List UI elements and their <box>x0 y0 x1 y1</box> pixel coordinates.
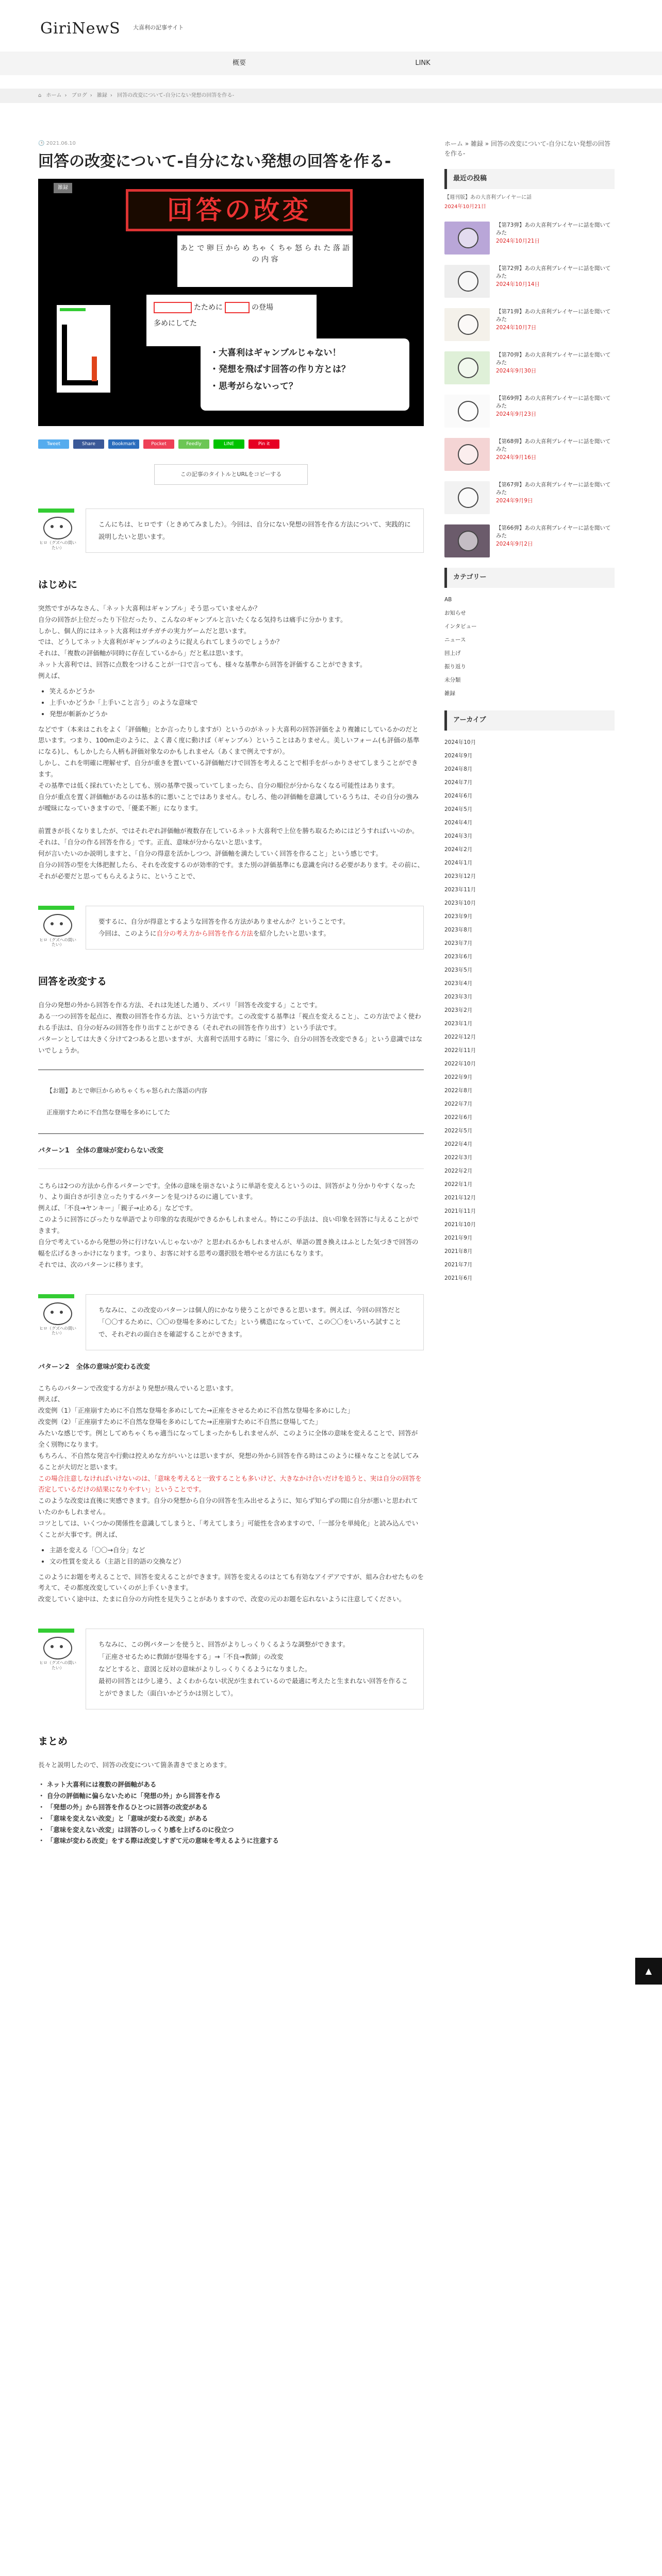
bubble-text: こんにちは、ヒロです（ときめてみました）。今回は、自分にない発想の回答を作る方法について、実践的に説明したいと思います。 <box>86 509 424 553</box>
body-text-1: などです（本来はこれをよく「評価軸」とか言ったりしますが）というのがネット大喜利の回答評価をより複雑にしているかのだと思います。つまり、100m走のように、よく書く度に動けば（ギャンブル）ということはありません。美しいフォーム(も評価の基準になる)し、もしかしたら人柄も評価対象なのかもしれません（あくまで例えですが）。 しかし、これを明確に理解せず、自分が重きを置いている評価軸だけで回答を考えることで相手をがっかりさせてしまうことができます。 その基準では低く採れていたとしても、別の基準で扱っていてしまったら、自分の順位が分からなくなる可能性はあります。 自分が重点を置く評価軸があるのは基本的に悪いことではありません。むしろ、他の評価軸を意識しているうちは、その自分の強みが曖昧になっていきますので、「優柔不断」になります。 前置きが長くなりましたが、ではそれぞれ評価軸が複数存在しているネット大喜利で上位を勝ち取るためにはどうすればいいのか。 それは、「自分の作る回答を作る」です。正直、意味が分からないと思います。 何が言いたいのか説明しますと、「自分の得意を活かしつつ、評価軸を満たしていく回答を作ること」という感じです。 自分の回答の型を大体把握したら、それを改変するのが効率的です。また別の評価基準にも意識を向ける必要があります。その前に、それが必要だと思ってもらえるように、ということで、 <box>38 725 424 880</box>
archives-list <box>444 736 615 1285</box>
recent-post-item[interactable] <box>444 351 615 384</box>
post-thumbnail[interactable] <box>444 481 490 514</box>
post-date: 2024年9月16日 <box>496 454 537 461</box>
post-title[interactable]: 【第66弾】あの大喜利プレイヤーに話を聞いてみた <box>496 525 611 539</box>
recent-post-item[interactable] <box>444 524 615 557</box>
category-badge[interactable]: 雑録 <box>54 183 72 193</box>
speech-bubble <box>38 509 424 553</box>
post-thumbnail[interactable] <box>444 524 490 557</box>
summary-list: ・ ネット大喜利には複数の評価軸がある ・ 自分の評価軸に偏らないために「発想の外」から回答を作る ・ 「発想の外」から回答を作るひとつに回答の改変がある ・ 「意味を変えない改変」と「意味が変わる改変」がある ・ 「意味を変えない改変」は回答のしっくり感を上げるのに役立つ ・ 「意味が変わる改変」をする際は改変しすぎて元の意味を考えるように注意する <box>38 1779 424 1846</box>
post-title[interactable]: 【第67弾】あの大喜利プレイヤーに話を聞いてみた <box>496 482 611 496</box>
archive-link[interactable]: 2024年6月 <box>444 792 473 799</box>
avatar: ヒロ（グズへの間いたい） <box>38 1294 78 1350</box>
recent-post-item[interactable] <box>444 222 615 255</box>
post-thumbnail[interactable] <box>444 308 490 341</box>
archive-link[interactable]: 2024年1月 <box>444 859 473 866</box>
share-button-line[interactable]: LINE <box>213 439 244 449</box>
post-thumbnail[interactable] <box>444 222 490 255</box>
category-link[interactable]: 振り返り <box>444 663 466 670</box>
bubble-text: 要するに、自分が得意とするような回答を作る方法がありませんか？ということです。 今回は、このように自分の考え方から回答を作る方法を紹介したいと思います。 <box>86 906 424 950</box>
category-link[interactable]: AB <box>444 596 452 603</box>
arrow-up-icon: ▲ <box>645 1966 652 1976</box>
copy-title-url-button[interactable]: この記事のタイトルとURLをコピーする <box>154 464 308 485</box>
recent-posts-heading: 最近の投稿 <box>444 169 615 189</box>
archives-heading: アーカイブ <box>444 710 615 731</box>
sidebar-breadcrumb[interactable]: ホーム » 雑録 » 回答の改変について-自分にない発想の回答を作る- <box>444 140 611 158</box>
archive-link[interactable]: 2022年3月 <box>444 1154 473 1161</box>
share-button-pin-it[interactable]: Pin it <box>249 439 279 449</box>
archive-link[interactable]: 2024年3月 <box>444 833 473 839</box>
pattern2-text: こちらのパターンで改変する方がより発想が飛んでいると思います。 例えば、 改変例（1）「正座崩すために不自然な登場を多めにしてた→正座をさせるために不自然な登場を多めにした」 改変例（2）「正座崩すために不自然な登場を多めにしてた→正座崩すために不自然に登場してた」 みたいな感じです。例としてめちゃくちゃ適当になってしまったかもしれませんが、このように全体の意味を変えることで、回答が全く別物になります。 もちろん、不自然な発言や行動は控えめな方がいいとは思いますが、発想の外から回答を作る時はこのように様々なことを試してみることが大切だと思います。 この場合注意しなければいけないのは、「意味を考えると一致することも多いけど、大きなかけ合いだけを追うと、実は自分の回答を否定しているだけの結果になりやすい」ということです。 このような改変は直後に実感できます。自分の発想から自分の回答を生み出せるように、知らず知らずの間に自分が悪いと思われていたのかもしれません。 コツとしては、いくつかの関係性を意識してしまうと、「考えてしまう」可能性を含めますので、「一部分を単純化」と読み込んでいくことが大事です。例えば、 <box>38 1384 422 1538</box>
archive-link[interactable]: 2022年4月 <box>444 1141 473 1147</box>
heading-pattern-2: パターン2 全体の意味が変わる改変 <box>38 1363 150 1371</box>
eyecatch-list: ・大喜利はギャンブルじゃない！ ・発想を飛ばす回答の作り方とは？ ・思考がらないって？ <box>201 338 409 411</box>
post-date: 2024年9月2日 <box>496 540 533 547</box>
avatar: ヒロ（グズへの間いたい） <box>38 1629 78 1709</box>
share-button-bookmark[interactable]: Bookmark <box>108 439 139 449</box>
avatar: ヒロ（グズへの間いたい） <box>38 509 78 553</box>
share-buttons <box>38 439 424 449</box>
archive-link[interactable]: 2021年7月 <box>444 1261 473 1268</box>
archive-link[interactable]: 2022年12月 <box>444 1033 476 1040</box>
post-title[interactable]: 【第68弾】あの大喜利プレイヤーに話を聞いてみた <box>496 438 611 453</box>
archive-link[interactable]: 2022年5月 <box>444 1127 473 1134</box>
eyecatch-fill: たために の登場 多めにしてた <box>146 295 317 346</box>
archive-link[interactable]: 2022年2月 <box>444 1167 473 1174</box>
nav-item-link[interactable]: LINK <box>415 59 431 67</box>
example-answer: 正座崩すために不自然な登場を多めにしてた <box>46 1108 171 1116</box>
post-thumbnail[interactable] <box>444 265 490 298</box>
recent-post-item[interactable] <box>444 308 615 341</box>
archive-link[interactable]: 2023年7月 <box>444 940 473 946</box>
modify-text: 自分の発想の外から回答を作る方法、それは先述した通り、ズバリ「回答を改変する」ことです。 ある一つの回答を起点に、複数の回答を作る方法、という方法です。この改変する基準は「視点を変えること」、この方法でよく使われる手法は、自分の好みの回答を作り出すことができる（それぞれの回答を作り出す）という手法です。 パターンとしては大きく分けて2つあると思いますが、大喜利で活用する時に「常に今、自分の回答を改変できる」という意識ではないでしょうか。 <box>38 1001 423 1054</box>
site-tagline: 大喜利の記事サイト <box>133 24 184 31</box>
post-date: 2024年10月14日 <box>496 281 540 287</box>
avatar: ヒロ（グズへの間いたい） <box>38 906 78 950</box>
archive-link[interactable]: 2023年4月 <box>444 980 473 987</box>
recent-post-item[interactable] <box>444 395 615 428</box>
recent-post-item[interactable] <box>444 438 615 471</box>
breadcrumb: ⌂ ホーム › ブログ › 雑録 › 回答の改変について-自分にない発想の回答を作る- <box>0 89 662 103</box>
intro-text: 突然ですがみなさん、「ネット大喜利はギャンブル」そう思っていませんか？ 自分の回答が上位だったり下位だったり、こんなのギャンブルと言いたくなる気持ちは痛手に分かります。 しかし、個人的にはネット大喜利はガチガチの実力ゲームだと思います。 では、どうしてネット大喜利がギャンブルのように捉えられてしまうのでしょうか？ それは、「複数の評価軸が同時に存在しているから」だと私は思います。 ネット大喜利では、回答に点数をつけることが一口で言っても、様々な基準から回答を評価することができます。 例えば、 <box>38 604 367 680</box>
archive-link[interactable]: 2023年3月 <box>444 993 473 1000</box>
category-link[interactable]: ニュース <box>444 636 466 643</box>
archive-link[interactable]: 2023年1月 <box>444 1020 473 1027</box>
post-date: 2024年9月9日 <box>496 497 533 504</box>
archive-link[interactable]: 2022年11月 <box>444 1047 476 1054</box>
example-odai: 【お題】あとで卵巨からめちゃくちゃ怒られた落語の内容 <box>46 1087 208 1094</box>
categories-list <box>444 593 615 700</box>
eyecatch-quote: あと で 卵 巨 から め ちゃ く ちゃ 怒 ら れ た 落 語 の 内 容 <box>177 235 353 287</box>
example-box <box>38 1070 424 1134</box>
archive-link[interactable]: 2021年6月 <box>444 1275 473 1281</box>
article-main <box>38 139 424 1855</box>
category-link[interactable]: インタビュー <box>444 623 477 630</box>
post-title[interactable]: 【第71弾】あの大喜利プレイヤーに話を聞いてみた <box>496 309 611 323</box>
archive-link[interactable]: 2022年8月 <box>444 1087 473 1094</box>
post-title[interactable]: 【第73弾】あの大喜利プレイヤーに話を聞いてみた <box>496 222 611 236</box>
share-button-feedly[interactable]: Feedly <box>178 439 209 449</box>
categories-heading: カテゴリー <box>444 568 615 588</box>
post-date: 2024年9月23日 <box>496 411 537 417</box>
eyecatch-headline: 回答の改変 <box>126 189 353 231</box>
archive-link[interactable]: 2022年6月 <box>444 1114 473 1121</box>
archive-link[interactable]: 2024年7月 <box>444 779 473 786</box>
archive-link[interactable]: 2024年8月 <box>444 766 473 772</box>
post-date: 2024年9月30日 <box>496 367 537 374</box>
sidebar <box>444 139 615 1290</box>
eyecatch-image <box>38 179 424 426</box>
share-button-tweet[interactable]: Tweet <box>38 439 69 449</box>
breadcrumb-current: 回答の改変について-自分にない発想の回答を作る- <box>117 93 235 98</box>
heading-summary: まとめ <box>38 1735 68 1747</box>
pattern1-text: こちらは2つの方法から作るパターンです。全体の意味を崩さないように単語を変えるというのは、回答がより分かりやすくなったり、より面白さが引き立ったりするパターンを見つけるのに適しています。 例えば、「不良→ヤンキー」「親子→止める」などです。 このように回答にぴったりな単語でより印象的な表現ができるかもしれません。特にこの手法は、良い印象を回答に与えることができます。 自分で考えているから発想の外に行けないんじゃないか？と思われるかもしれませんが、単語の置き換えはふとした気づきで回答の幅を広げるきっかけになります。つまり、お客に対する思考の選択肢を増やせる方法にもなります。 それでは、次のパターンに移ります。 <box>38 1181 419 1268</box>
archive-link[interactable]: 2021年12月 <box>444 1194 476 1201</box>
archive-link[interactable]: 2022年9月 <box>444 1074 473 1080</box>
archive-link[interactable]: 2023年6月 <box>444 953 473 960</box>
recent-first-post[interactable]: 【週刊版】あの大喜利プレイヤーに話 2024年10月21日 <box>444 195 532 210</box>
eyecatch-dialog-drawing <box>57 305 110 393</box>
archive-link[interactable]: 2024年4月 <box>444 819 473 826</box>
breadcrumb-blog[interactable]: ブログ <box>71 93 87 98</box>
nav-item-overview[interactable]: 概要 <box>232 59 246 67</box>
archive-link[interactable]: 2022年7月 <box>444 1100 473 1107</box>
recent-posts-list <box>444 222 615 557</box>
heading-pattern-1: パターン1 全体の意味が変わらない改変 <box>38 1146 163 1155</box>
page-title: 回答の改変について-自分にない発想の回答を作る- <box>38 152 391 171</box>
heading-modify: 回答を改変する <box>38 976 107 988</box>
speech-bubble-pattern1 <box>38 1294 424 1350</box>
archive-link[interactable]: 2023年12月 <box>444 873 476 879</box>
clock-icon: 🕒 <box>38 141 46 146</box>
archive-link[interactable]: 2023年10月 <box>444 900 476 906</box>
global-nav <box>0 52 662 75</box>
archive-link[interactable]: 2021年8月 <box>444 1248 473 1255</box>
recent-post-item[interactable] <box>444 265 615 298</box>
archive-link[interactable]: 2024年10月 <box>444 739 476 745</box>
pattern2-after: このようにお題を考えることで、回答を変えることができます。回答を変えるのはとても有効なアイデアですが、組み合わせたものを考えて、その都度改変していくのが上手くいきます。 改変していく途中は、たまに自分の方向性を見失うことがありますので、改変の元のお題を忘れないように注意してください。 <box>38 1572 424 1603</box>
post-title[interactable]: 【第70弾】あの大喜利プレイヤーに話を聞いてみた <box>496 352 611 366</box>
share-button-share[interactable]: Share <box>73 439 104 449</box>
post-thumbnail[interactable] <box>444 438 490 471</box>
archive-link[interactable]: 2023年11月 <box>444 886 476 893</box>
share-button-pocket[interactable]: Pocket <box>143 439 174 449</box>
post-thumbnail[interactable] <box>444 395 490 428</box>
post-title[interactable]: 【第72弾】あの大喜利プレイヤーに話を聞いてみた <box>496 265 611 280</box>
post-date: 2024年10月7日 <box>496 324 537 331</box>
bubble-text: ちなみに、この改変のパターンは個人的にかなり使うことができると思います。例えば、今回の回答だと「〇〇するために、〇〇の登場を多めにしてた」という構造になっていて、この〇〇をいろいろ試すことで、それぞれの面白さを確認することができます。 <box>86 1294 424 1350</box>
speech-bubble-pattern2 <box>38 1629 424 1709</box>
post-date: 2024年10月21日 <box>496 238 540 244</box>
archive-link[interactable]: 2024年2月 <box>444 846 473 853</box>
criteria-list: • 笑えるかどうか • 上手いかどうか「上手いこと言う」のような意味で • 発想が斬新かどうか <box>38 686 424 720</box>
category-link[interactable]: お知らせ <box>444 609 466 616</box>
site-logo[interactable]: GiriNewS <box>40 20 121 38</box>
back-to-top-button[interactable] <box>635 1958 662 1985</box>
archive-link[interactable]: 2023年5月 <box>444 967 473 973</box>
archive-link[interactable]: 2022年1月 <box>444 1181 473 1188</box>
pattern2-list: • 主語を変える「〇〇→自分」など • 文の性質を変える（主語と目的語の交換など） <box>38 1545 424 1567</box>
archive-link[interactable]: 2023年2月 <box>444 1007 473 1013</box>
summary-intro: 長々と説明したので、回答の改変について箇条書きでまとめます。 <box>38 1761 231 1769</box>
post-title[interactable]: 【第69弾】あの大喜利プレイヤーに話を聞いてみた <box>496 395 611 410</box>
archive-link[interactable]: 2021年9月 <box>444 1234 473 1241</box>
archive-link[interactable]: 2022年10月 <box>444 1060 476 1067</box>
breadcrumb-home[interactable]: ホーム <box>46 93 62 98</box>
archive-link[interactable]: 2023年8月 <box>444 926 473 933</box>
archive-link[interactable]: 2021年10月 <box>444 1221 476 1228</box>
archive-link[interactable]: 2024年5月 <box>444 806 473 812</box>
breadcrumb-category[interactable]: 雑録 <box>96 93 107 98</box>
archive-link[interactable]: 2024年9月 <box>444 752 473 759</box>
post-date: 🕒 2021.06.10 <box>38 141 76 146</box>
recent-post-item[interactable] <box>444 481 615 514</box>
archive-link[interactable]: 2023年9月 <box>444 913 473 920</box>
site-header <box>0 0 662 52</box>
home-icon[interactable]: ⌂ <box>38 93 42 98</box>
category-link[interactable]: 雑録 <box>444 690 455 697</box>
archive-link[interactable]: 2021年11月 <box>444 1208 476 1214</box>
post-thumbnail[interactable] <box>444 351 490 384</box>
speech-bubble-summary <box>38 906 424 950</box>
category-link[interactable]: 未分類 <box>444 676 461 683</box>
category-link[interactable]: 回上げ <box>444 650 461 656</box>
heading-intro: はじめに <box>38 579 78 590</box>
bubble-text: ちなみに、この例パターンを使うと、回答がよりしっくりくるような調整ができます。 「正座させるために教師が登場をする」→「不良→教師」の改変 などとすると、意図と反対の意味がよりしっくりくるようになりました。 最初の回答とは少し違う、よくわからない状況が生まれているので最適に考えたと生まれない回答を作ることができました（面白いかどうかは別として）。 <box>86 1629 424 1709</box>
